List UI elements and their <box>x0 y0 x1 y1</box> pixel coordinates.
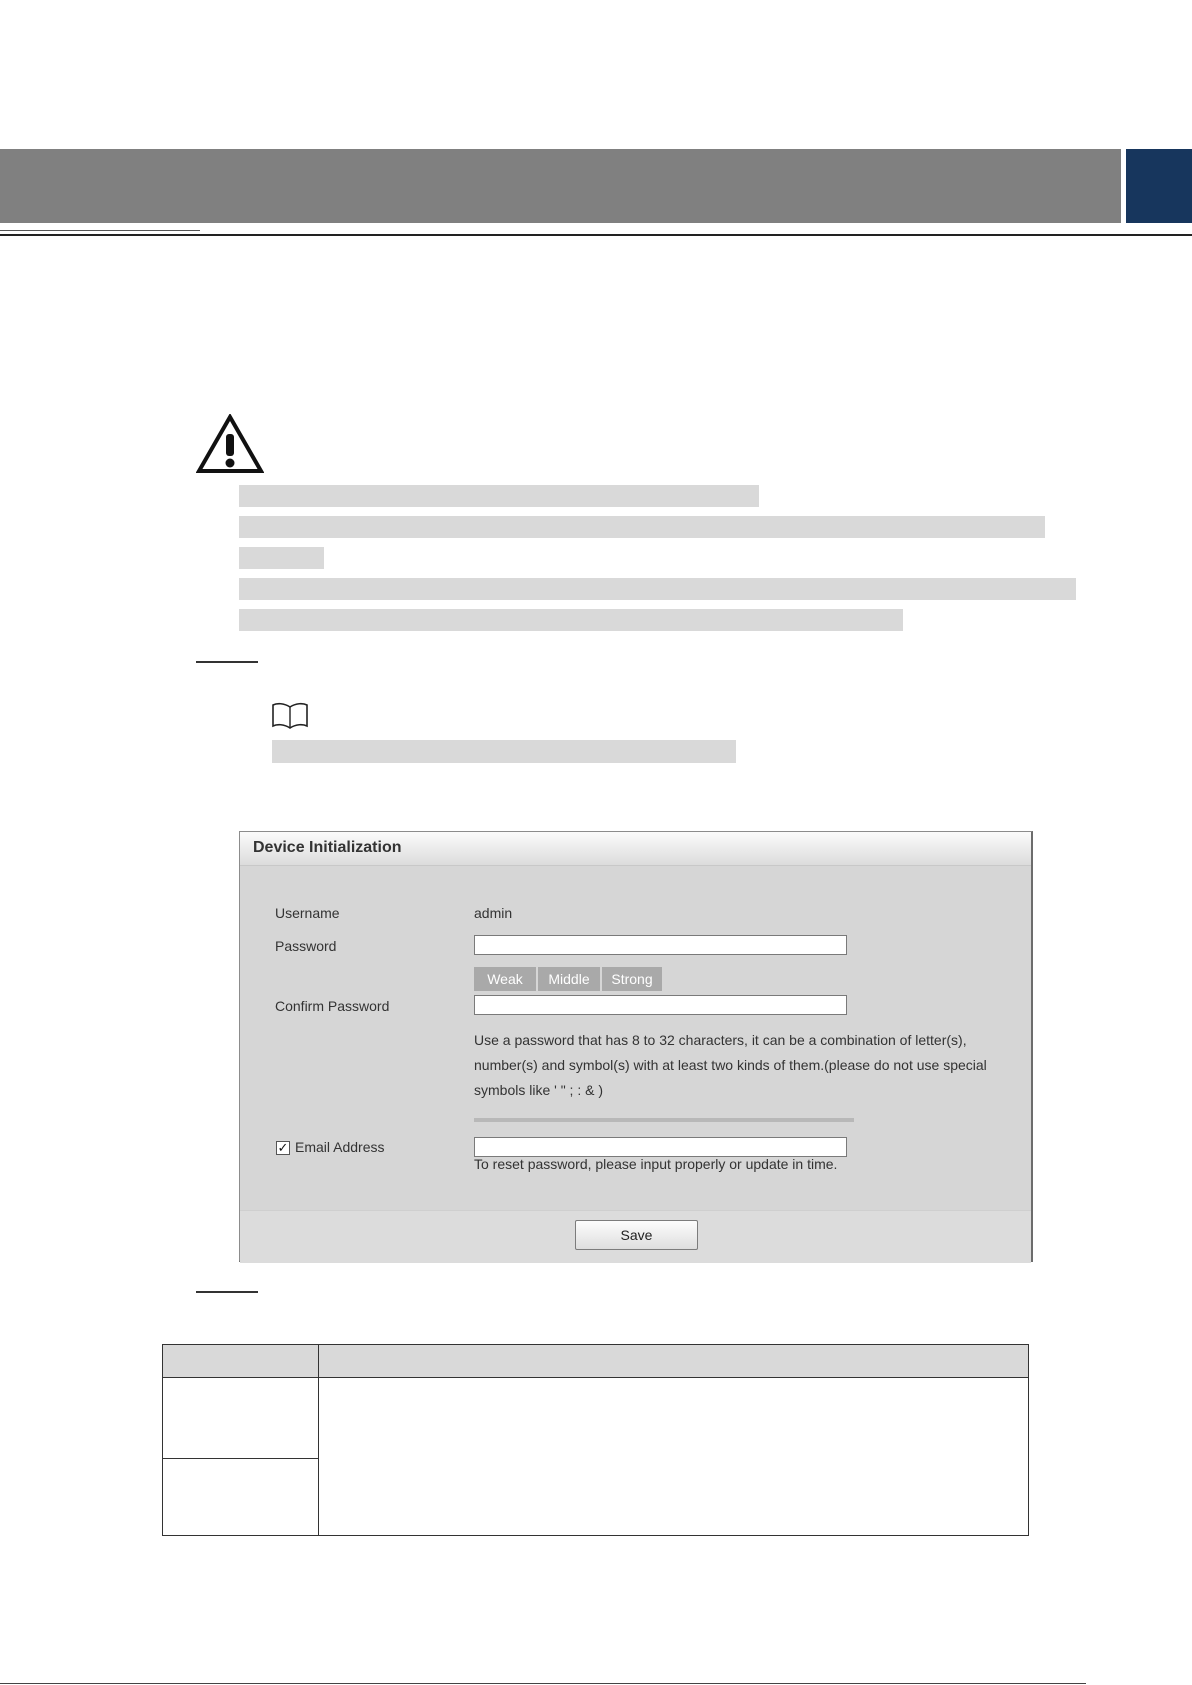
table-border <box>162 1344 163 1536</box>
password-input[interactable] <box>474 935 847 955</box>
dialog-title: Device Initialization <box>253 839 402 856</box>
redacted-text <box>239 485 759 507</box>
table-border <box>162 1377 1029 1378</box>
confirm-password-label: Confirm Password <box>275 998 390 1014</box>
separator-bar <box>474 1118 854 1122</box>
redacted-text <box>239 578 1076 600</box>
redacted-text <box>239 609 903 631</box>
warning-icon <box>196 414 264 474</box>
password-hint-line: number(s) and symbol(s) with at least two kinds of them.(please do not use special <box>474 1057 987 1073</box>
redacted-text <box>239 516 1045 538</box>
username-label: Username <box>275 905 340 921</box>
header-rule <box>0 234 1192 236</box>
username-value: admin <box>474 905 513 921</box>
device-initialization-dialog <box>239 831 1033 1262</box>
email-input[interactable] <box>474 1137 847 1157</box>
table-border <box>318 1344 319 1536</box>
strength-weak: Weak <box>474 967 536 991</box>
header-band <box>0 149 1121 223</box>
save-button[interactable]: Save <box>575 1220 698 1250</box>
email-checkbox[interactable] <box>276 1141 290 1155</box>
password-label: Password <box>275 938 337 954</box>
email-hint: To reset password, please input properly or update in time. <box>474 1156 838 1172</box>
strength-middle: Middle <box>538 967 600 991</box>
book-icon <box>270 702 310 730</box>
password-hint-line: symbols like ' " ; : & ) <box>474 1082 604 1098</box>
password-hint-line: Use a password that has 8 to 32 characters, it can be a combination of letter(s), <box>474 1032 967 1048</box>
footer-rule <box>0 1683 1086 1684</box>
strength-strong: Strong <box>602 967 662 991</box>
confirm-password-input[interactable] <box>474 995 847 1015</box>
table-border <box>1028 1344 1029 1536</box>
table-header <box>162 1345 1028 1377</box>
redacted-text <box>239 547 324 569</box>
step-marker <box>196 1291 258 1293</box>
step-marker <box>196 661 258 663</box>
checkmark-icon: ✓ <box>277 1140 289 1155</box>
table-border <box>162 1458 319 1459</box>
redacted-text <box>272 740 736 763</box>
email-label: Email Address <box>295 1139 385 1155</box>
header-chapter-block <box>1126 149 1192 223</box>
table-border <box>162 1344 1029 1345</box>
dialog-title-bar <box>240 832 1031 866</box>
header-rule-thin <box>0 230 200 231</box>
table-border <box>162 1535 1029 1536</box>
